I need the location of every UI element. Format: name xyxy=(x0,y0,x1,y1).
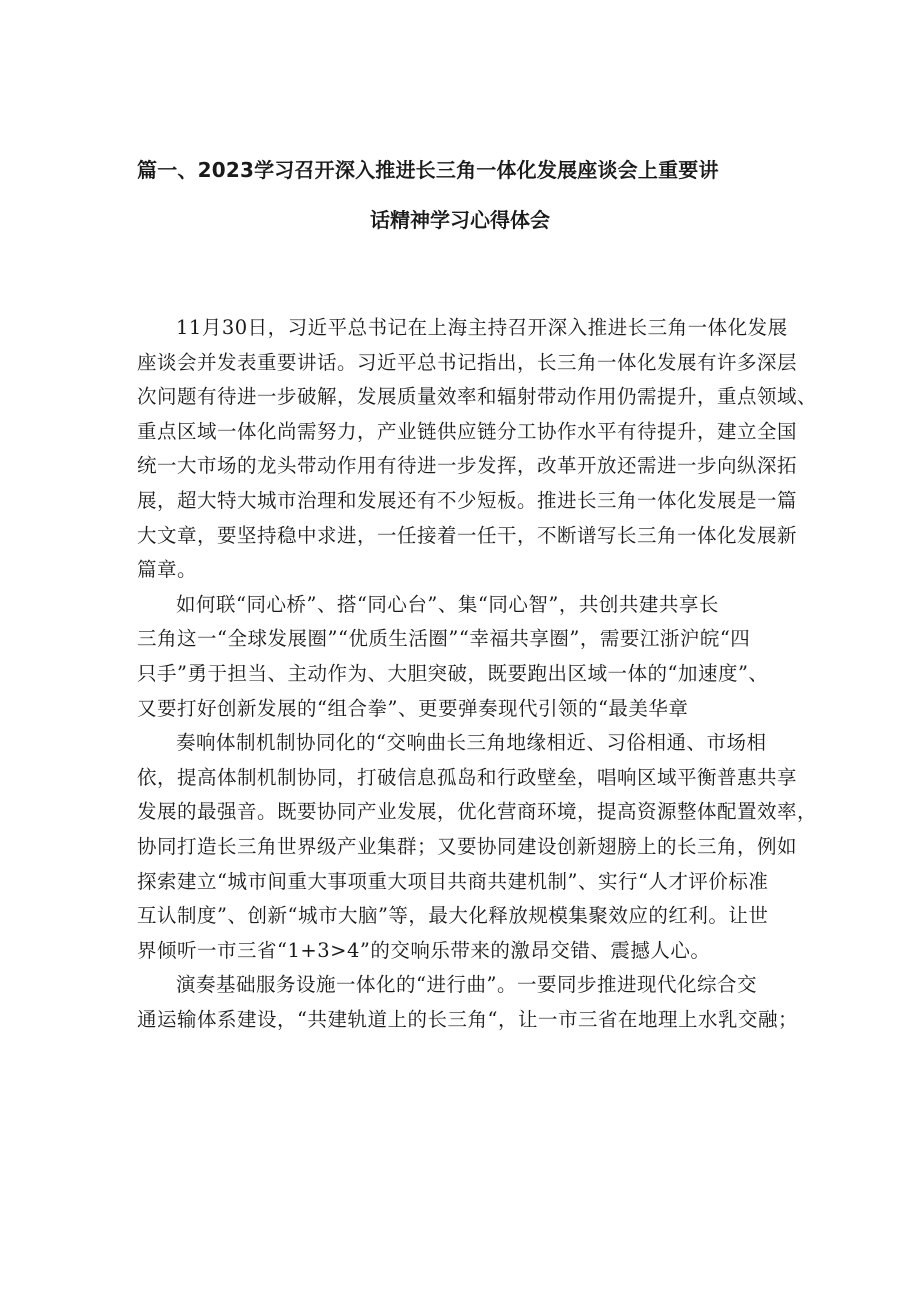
document-title-line-2: 话精神学习心得体会 xyxy=(370,208,550,232)
text-line: 座谈会并发表重要讲话。习近平总书记指出，长三角一体化发展有许多深层 xyxy=(137,350,798,374)
text-line: 只手”勇于担当、主动作为、大胆突破，既要跑出区域一体的“加速度”、 xyxy=(137,661,769,685)
text-line: 又要打好创新发展的“组合拳”、更要弹奏现代引领的“最美华章 xyxy=(137,696,689,720)
text-line: 依，提高体制机制协同，打破信息孤岛和行政壁垒，唱响区域平衡普惠共享 xyxy=(137,765,798,789)
document-body xyxy=(137,311,818,1037)
text-line: 三角这一“全球发展圈”“优质生活圈”“幸福共享圈”，需要江浙沪皖“四 xyxy=(137,627,751,651)
text-line: 如何联“同心桥”、搭“同心台”、集“同心智”，共创共建共享长 xyxy=(176,592,719,616)
document-title-line-1: 篇一、2023学习召开深入推进长三角一体化发展座谈会上重要讲 xyxy=(137,158,719,182)
text-line: 重点区域一体化尚需努力，产业链供应链分工协作水平有待提升，建立全国 xyxy=(137,419,798,443)
text-line: 界倾听一市三省“1+3>4”的交响乐带来的激昂交错、震撼人心。 xyxy=(137,938,711,962)
text-line: 通运输体系建设，“共建轨道上的长三角“，让一市三省在地理上水乳交融； xyxy=(137,1007,798,1031)
text-line: 演奏基础服务设施一体化的“进行曲”。一要同步推进现代化综合交 xyxy=(176,973,757,997)
paragraph-2 xyxy=(137,588,787,726)
text-line: 展，超大特大城市治理和发展还有不少短板。推进长三角一体化发展是一篇 xyxy=(137,488,798,512)
text-line: 篇章。 xyxy=(137,558,198,582)
text-line: 统一大市场的龙头带动作用有待进一步发挥，改革开放还需进一步向纵深拓 xyxy=(137,454,798,478)
text-line: 协同打造长三角世界级产业集群；又要协同建设创新翅膀上的长三角，例如 xyxy=(137,834,798,858)
text-line: 次问题有待进一步破解，发展质量效率和辐射带动作用仍需提升，重点领域、 xyxy=(137,385,818,409)
text-line: 互认制度”、创新“城市大脑”等，最大化释放规模集聚效应的红利。让世 xyxy=(137,904,769,928)
text-line: 11月30日，习近平总书记在上海主持召开深入推进长三角一体化发展 xyxy=(176,316,788,339)
text-line: 发展的最强音。既要协同产业发展，优化营商环境，提高资源整体配置效率， xyxy=(137,800,818,824)
text-line: 奏响体制机制协同化的“交响曲长三角地缘相近、习俗相通、市场相 xyxy=(176,731,767,755)
paragraph-4 xyxy=(137,968,798,1037)
paragraph-1 xyxy=(137,311,818,588)
text-line: 大文章，要坚持稳中求进，一任接着一任干，不断谱写长三角一体化发展新 xyxy=(137,523,798,547)
paragraph-3 xyxy=(137,726,818,968)
text-line: 探索建立“城市间重大事项重大项目共商共建机制”、实行“人才评价标准 xyxy=(137,869,769,893)
